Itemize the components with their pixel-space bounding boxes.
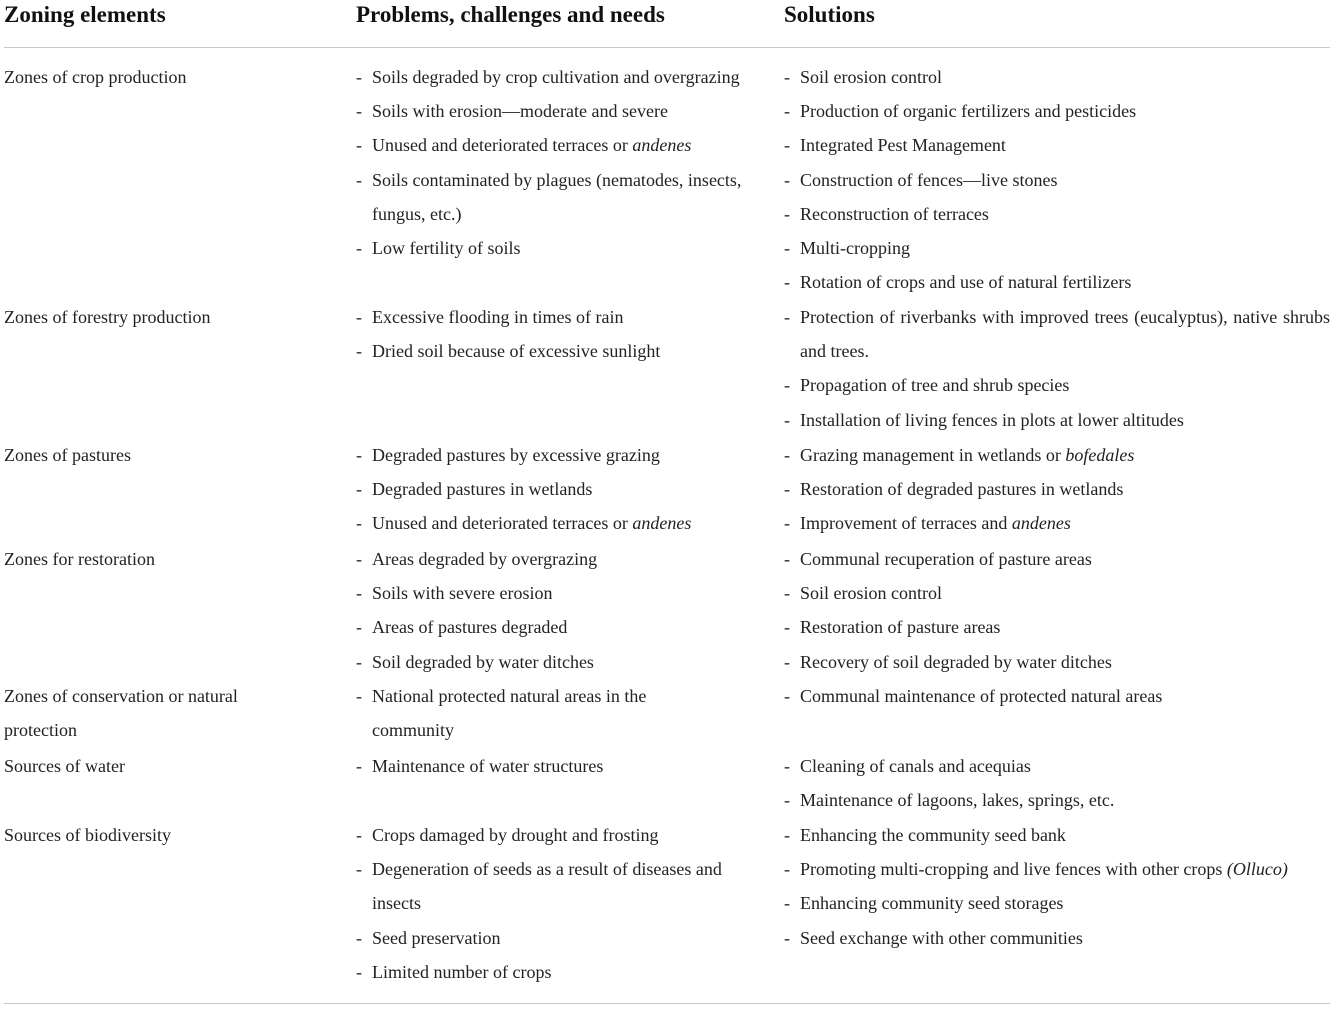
list-item: - Recovery of soil degraded by water ditches <box>784 645 1330 679</box>
list-item: - Integrated Pest Management <box>784 128 1330 162</box>
list-item: - Multi-cropping <box>784 231 1330 265</box>
header-problems: Problems, challenges and needs <box>356 2 665 27</box>
list-item: - Seed preservation <box>356 921 756 955</box>
list-item: - Degraded pastures by excessive grazing <box>356 438 756 472</box>
footer-rule <box>4 1003 1330 1004</box>
list-item: - Maintenance of water structures <box>356 749 756 783</box>
list-item: - Propagation of tree and shrub species <box>784 368 1330 402</box>
list-item: - Low fertility of soils <box>356 231 756 265</box>
solutions-cell <box>784 542 1330 679</box>
list-item: - Seed exchange with other communities <box>784 921 1330 955</box>
header-rule <box>4 47 1330 48</box>
zone-cell: Sources of biodiversity <box>4 825 171 845</box>
list-item: - Crops damaged by drought and frosting <box>356 818 756 852</box>
list-item: - Construction of fences—live stones <box>784 163 1330 197</box>
list-item: - Unused and deteriorated terraces or andenes <box>356 128 756 162</box>
list-item: - Restoration of pasture areas <box>784 610 1330 644</box>
solutions-cell <box>784 438 1330 541</box>
zone-cell: Zones for restoration <box>4 549 155 569</box>
zone-cell: Zones of pastures <box>4 445 131 465</box>
list-item: - Soil erosion control <box>784 576 1330 610</box>
list-item: - Limited number of crops <box>356 955 756 989</box>
list-item: - Communal recuperation of pasture areas <box>784 542 1330 576</box>
list-item: - Protection of riverbanks with improved trees (eucalyptus), native shrubs and trees. <box>784 300 1330 368</box>
list-item: - Communal maintenance of protected natural areas <box>784 679 1330 713</box>
list-item: - Reconstruction of terraces <box>784 197 1330 231</box>
problems-cell <box>356 679 656 747</box>
list-item: - Dried soil because of excessive sunlight <box>356 334 756 368</box>
list-item: - Enhancing community seed storages <box>784 886 1330 920</box>
list-item: - Improvement of terraces and andenes <box>784 506 1330 540</box>
list-item: - Excessive flooding in times of rain <box>356 300 756 334</box>
list-item: - Areas of pastures degraded <box>356 610 756 644</box>
list-item: - Rotation of crops and use of natural fertilizers <box>784 265 1330 299</box>
problems-cell <box>356 300 756 368</box>
list-item: - Grazing management in wetlands or bofedales <box>784 438 1330 472</box>
list-item: - Soils contaminated by plagues (nematodes, insects, fungus, etc.) <box>356 163 756 231</box>
list-item: - Production of organic fertilizers and pesticides <box>784 94 1330 128</box>
problems-cell <box>356 438 756 541</box>
problems-cell <box>356 60 756 265</box>
problems-cell <box>356 749 756 783</box>
list-item: - Soils with erosion—moderate and severe <box>356 94 756 128</box>
list-item: - Soils degraded by crop cultivation and overgrazing <box>356 60 756 94</box>
list-item: - Soil degraded by water ditches <box>356 645 756 679</box>
list-item: - Degraded pastures in wetlands <box>356 472 756 506</box>
list-item: - National protected natural areas in the community <box>356 679 656 747</box>
problems-cell <box>356 542 756 679</box>
list-item: - Installation of living fences in plots at lower altitudes <box>784 403 1330 437</box>
header-solutions: Solutions <box>784 2 875 27</box>
solutions-cell <box>784 300 1330 437</box>
list-item: - Restoration of degraded pastures in wetlands <box>784 472 1330 506</box>
list-item: - Unused and deteriorated terraces or andenes <box>356 506 756 540</box>
list-item: - Soil erosion control <box>784 60 1330 94</box>
list-item: - Areas degraded by overgrazing <box>356 542 756 576</box>
zone-cell: Sources of water <box>4 756 125 776</box>
header-zoning: Zoning elements <box>4 2 166 27</box>
list-item: - Promoting multi-cropping and live fences with other crops (Olluco) <box>784 852 1330 886</box>
solutions-cell <box>784 818 1330 955</box>
list-item: - Enhancing the community seed bank <box>784 818 1330 852</box>
list-item: - Cleaning of canals and acequias <box>784 749 1330 783</box>
list-item: - Degeneration of seeds as a result of diseases and insects <box>356 852 756 920</box>
zone-cell: Zones of forestry production <box>4 307 211 327</box>
solutions-cell <box>784 679 1330 713</box>
list-item: - Soils with severe erosion <box>356 576 756 610</box>
solutions-cell <box>784 749 1330 817</box>
solutions-cell <box>784 60 1330 299</box>
zone-cell: Zones of conservation or natural protection <box>4 686 238 741</box>
problems-cell <box>356 818 756 989</box>
list-item: - Maintenance of lagoons, lakes, springs, etc. <box>784 783 1330 817</box>
zone-cell: Zones of crop production <box>4 67 187 87</box>
